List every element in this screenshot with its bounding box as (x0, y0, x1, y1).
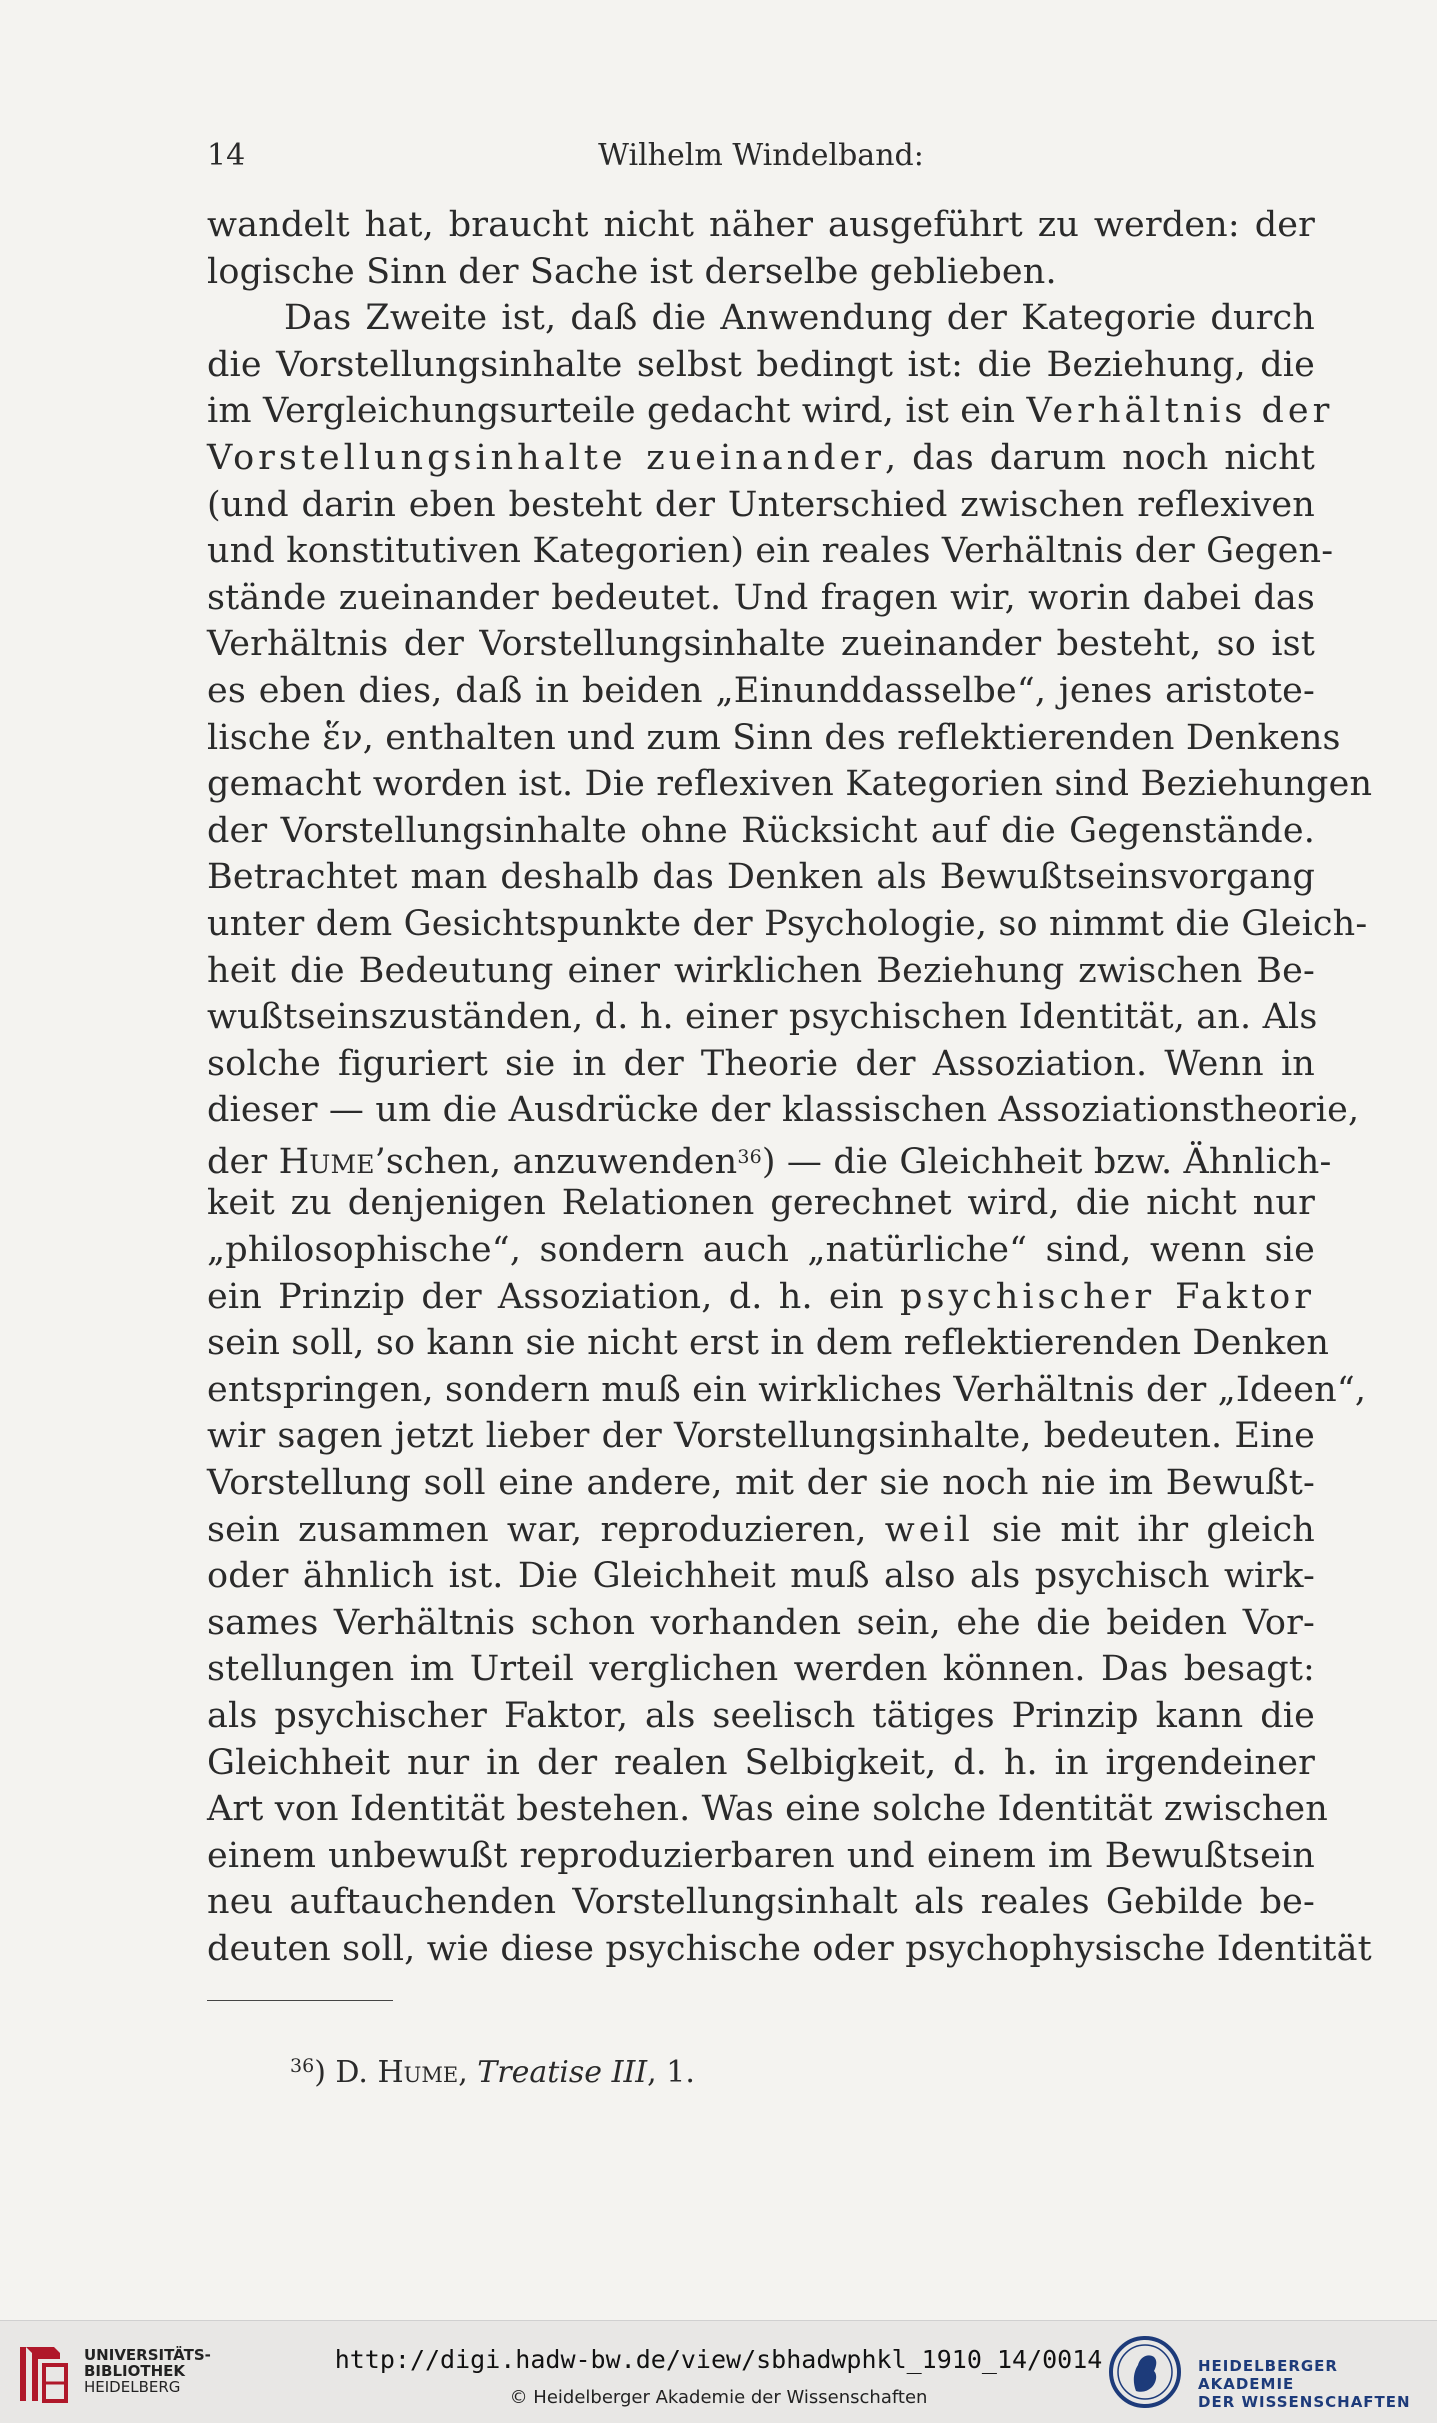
text-line: entspringen, sondern muß ein wirkliches Verhältnis der „Ideen“, (207, 1369, 1367, 1410)
text-line: stände zueinander bedeutet. Und fragen wir, worin dabei das (207, 577, 1315, 618)
text-line: keit zu denjenigen Relationen gerechnet wird, die nicht nur (207, 1183, 1315, 1224)
text-line: sein soll, so kann sie nicht erst in dem reflektierenden Denken (207, 1323, 1330, 1364)
page-number: 14 (207, 138, 246, 173)
text-line: logische Sinn der Sache ist derselbe geblieben. (207, 251, 1057, 292)
text-line: einem unbewußt reproduzierbaren und einem im Bewußtsein (207, 1835, 1315, 1876)
main-text (207, 202, 1373, 1973)
permalink-url[interactable]: http://digi.hadw-bw.de/view/sbhadwphkl_1910_14/0014 (334, 2345, 1103, 2374)
footnote-author: Hume (377, 2055, 459, 2090)
footnote-number: 36 (290, 2055, 315, 2077)
text-line: solche figuriert sie in der Theorie der Assoziation. Wenn in (207, 1043, 1315, 1084)
text-line: ein Prinzip der Assoziation, d. h. ein psychischer Faktor (207, 1276, 1315, 1317)
running-head-title: Wilhelm Windelband: (598, 138, 924, 173)
spaced-emphasis: psychischer Faktor (900, 1276, 1315, 1317)
text-line: im Vergleichungsurteile gedacht wird, ist ein Verhältnis der (207, 391, 1334, 432)
text-line: deuten soll, wie diese psychische oder psychophysische Identität (207, 1928, 1372, 1969)
text-line: Vorstellungsinhalte zueinander, das darum noch nicht (207, 437, 1316, 478)
text-line: als psychischer Faktor, als seelisch tätiges Prinzip kann die (207, 1696, 1315, 1736)
text-line: sein zusammen war, reproduzieren, weil sie mit ihr gleich (207, 1509, 1315, 1550)
academy-name: HEIDELBERGER AKADEMIE DER WISSENSCHAFTEN (1198, 2357, 1411, 2411)
text-line: der Vorstellungsinhalte ohne Rücksicht auf die Gegenstände. (207, 810, 1315, 851)
text-line: Vorstellung soll eine andere, mit der sie noch nie im Bewußt- (207, 1463, 1315, 1504)
text-line: neu auftauchenden Vorstellungsinhalt als reales Gebilde be- (207, 1882, 1315, 1923)
text-line: (und darin eben besteht der Unterschied zwischen reflexiven (207, 484, 1315, 525)
footnote-title: Treatise III (477, 2055, 648, 2090)
text-line: der Hume’schen, anzuwenden$^{36}$) — die Gleichheit bzw. Ähnlich- (207, 1141, 1332, 1182)
text-line: sames Verhältnis schon vorhanden sein, ehe die beiden Vor- (207, 1602, 1315, 1643)
running-head (207, 136, 1315, 176)
text-line: unter dem Gesichtspunkte der Psychologie, so nimmt die Gleich- (207, 903, 1368, 944)
university-library-name: UNIVERSITÄTS- BIBLIOTHEK HEIDELBERG (84, 2346, 211, 2396)
text-line: gemacht worden ist. Die reflexiven Kategorien sind Beziehungen (207, 764, 1373, 805)
text-line: dieser — um die Ausdrücke der klassischen Assoziationstheorie, (207, 1090, 1360, 1131)
text-line: die Vorstellungsinhalte selbst bedingt ist: die Beziehung, die (207, 344, 1315, 385)
footnote-reference[interactable]: 36 (737, 1145, 762, 1168)
text-line: heit die Bedeutung einer wirklichen Beziehung zwischen Be- (207, 950, 1315, 991)
text-line: wir sagen jetzt lieber der Vorstellungsinhalte, bedeuten. Eine (207, 1416, 1315, 1457)
text-line: „philosophische“, sondern auch „natürliche“ sind, wenn sie (207, 1230, 1315, 1271)
spaced-emphasis: Verhältnis der (1026, 391, 1334, 432)
text-line: Betrachtet man deshalb das Denken als Bewußtseinsvorgang (207, 857, 1315, 898)
text-line: Gleichheit nur in der realen Selbigkeit, d. h. in irgendeiner (207, 1742, 1315, 1783)
text-line: wußtseinszuständen, d. h. einer psychischen Identität, an. Als (207, 997, 1318, 1038)
text-line: Das Zweite ist, daß die Anwendung der Kategorie durch (284, 298, 1315, 339)
text-line: lische ἕν, enthalten und zum Sinn des reflektierenden Denkens (207, 717, 1341, 758)
text-line: Art von Identität bestehen. Was eine solche Identität zwischen (207, 1789, 1328, 1830)
text-line: Verhältnis der Vorstellungsinhalte zueinander besteht, so ist (207, 624, 1315, 665)
digitization-footer (0, 2320, 1437, 2423)
author-name: Hume (278, 1141, 375, 1182)
spaced-emphasis: Vorstellungsinhalte zueinander (207, 437, 885, 478)
text-line: es eben dies, daß in beiden „Einunddasselbe“, jenes aristote- (207, 670, 1315, 711)
footnote-divider (207, 2000, 393, 2001)
academy-seal-icon[interactable] (1108, 2335, 1182, 2409)
footnote: $^{36}$) D. Hume, Treatise III, 1. (290, 2055, 695, 2090)
spaced-emphasis: weil (884, 1509, 974, 1550)
text-line: wandelt hat, braucht nicht näher ausgeführt zu werden: der (207, 205, 1315, 245)
text-line: oder ähnlich ist. Die Gleichheit muß also als psychisch wirk- (207, 1556, 1315, 1597)
copyright-notice: © Heidelberger Akademie der Wissenschaften (509, 2387, 928, 2408)
text-line: stellungen im Urteil verglichen werden können. Das besagt: (207, 1649, 1315, 1690)
text-line: und konstitutiven Kategorien) ein reales Verhältnis der Gegen- (207, 531, 1334, 572)
